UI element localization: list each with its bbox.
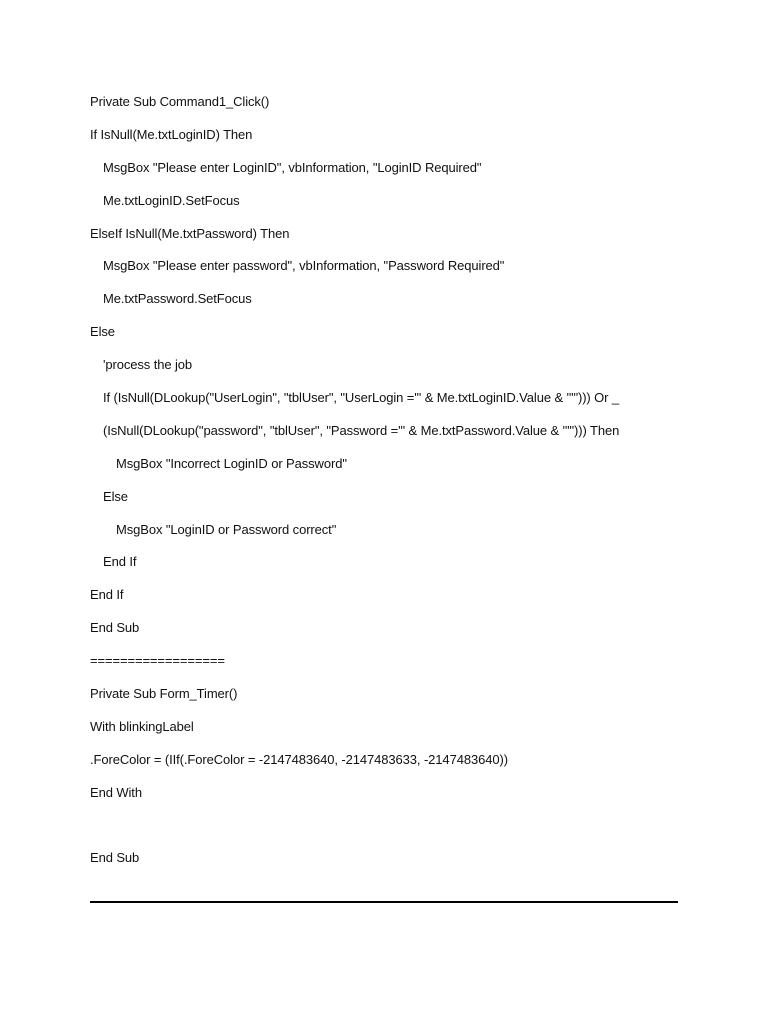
code-line: Me.txtPassword.SetFocus [103, 291, 252, 307]
code-line: Private Sub Form_Timer() [90, 686, 238, 702]
code-line: .ForeColor = (IIf(.ForeColor = -2147483640, -2147483633, -2147483640)) [90, 751, 508, 767]
code-line: (IsNull(DLookup("password", "tblUser", "Password ='" & Me.txtPassword.Value & "'"))) Then [103, 422, 620, 438]
code-block [90, 92, 690, 881]
code-line: MsgBox "Incorrect LoginID or Password" [116, 455, 347, 471]
horizontal-rule [90, 901, 678, 903]
separator-line: ================== [90, 653, 225, 669]
code-line: If (IsNull(DLookup("UserLogin", "tblUser", "UserLogin ='" & Me.txtLoginID.Value & "'"))) Or _ [103, 390, 620, 406]
code-line: If IsNull(Me.txtLoginID) Then [90, 126, 253, 142]
code-line: End Sub [90, 850, 140, 866]
code-line: Me.txtLoginID.SetFocus [103, 192, 240, 208]
code-line: With blinkingLabel [90, 718, 194, 734]
code-line: End If [103, 554, 137, 570]
code-line: Private Sub Command1_Click() [90, 94, 270, 109]
code-line: MsgBox "Please enter LoginID", vbInformation, "LoginID Required" [103, 159, 482, 175]
code-line: Else [103, 488, 128, 504]
code-line: MsgBox "LoginID or Password correct" [116, 521, 337, 537]
code-line: End If [90, 587, 124, 603]
blank-line [90, 816, 690, 849]
code-line: ElseIf IsNull(Me.txtPassword) Then [90, 225, 290, 241]
code-comment-line: 'process the job [103, 357, 193, 373]
code-line: End With [90, 784, 142, 800]
code-line: MsgBox "Please enter password", vbInformation, "Password Required" [103, 258, 505, 274]
code-line: Else [90, 324, 115, 340]
code-line: End Sub [90, 620, 140, 636]
